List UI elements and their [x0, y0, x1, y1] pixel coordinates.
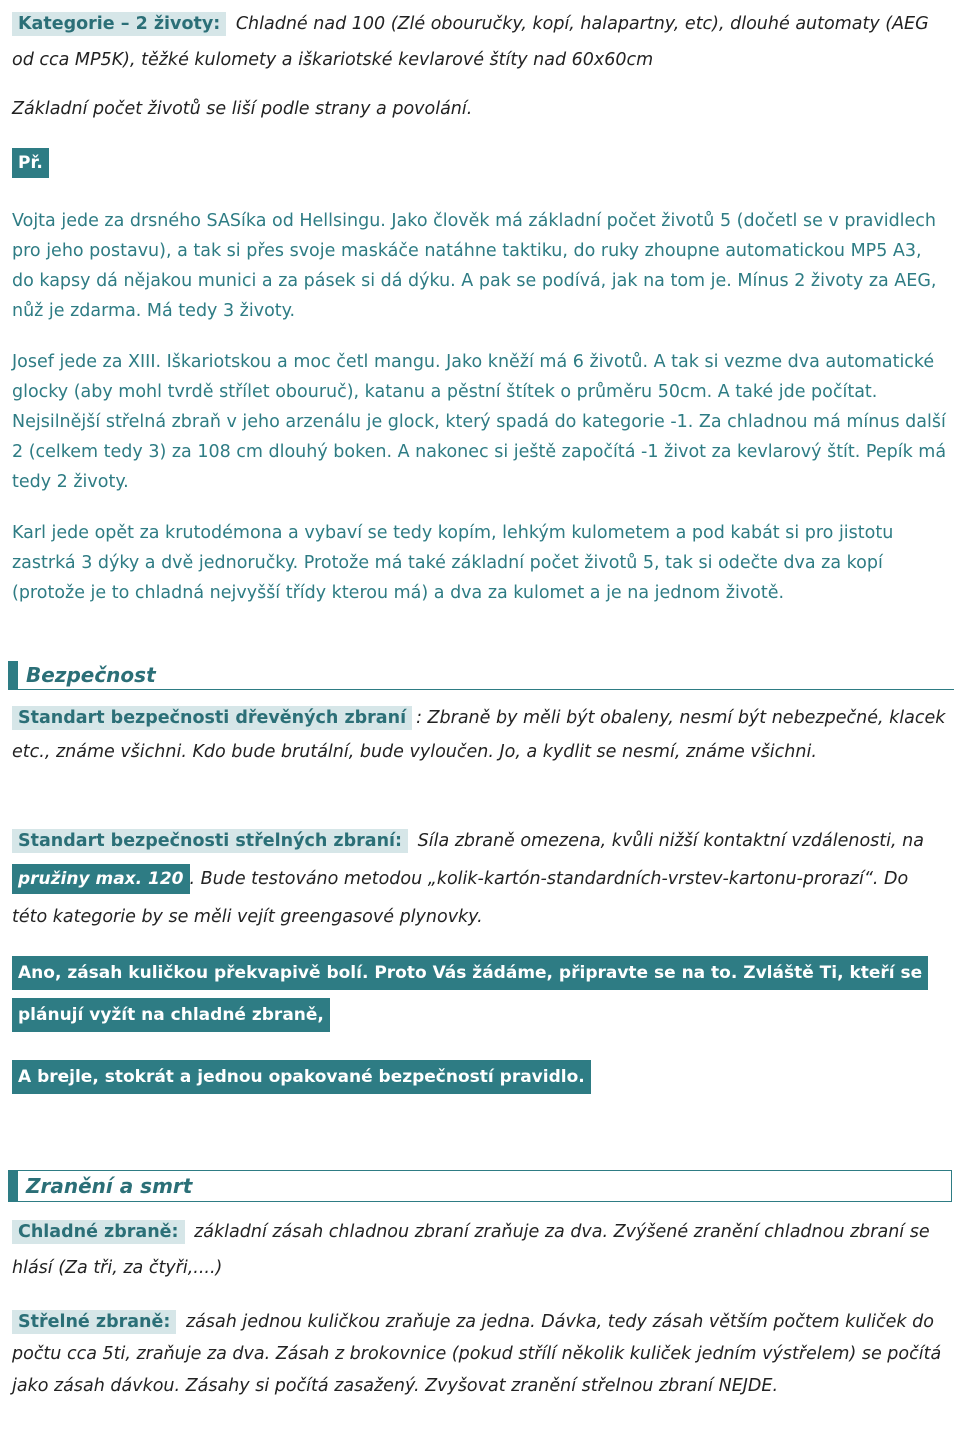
ranged-block: [12, 1306, 948, 1402]
safety-wood-block: [12, 701, 948, 769]
glasses-warning-block: [12, 1060, 948, 1094]
spring-limit-badge: pružiny max. 120: [12, 864, 190, 894]
safety-gun-label: Standart bezpečnosti střelných zbraní:: [12, 829, 408, 853]
example-3-block: [12, 518, 948, 608]
safety-gun-text-2: . Bude testováno metodou „kolik-kartón-standardních-vrstev-kartonu-prorazí“. Do této kategorie by se měli vejít greengasové plynovky.: [12, 869, 909, 927]
example-1-text: Vojta jede za drsného SASíka od Hellsingu. Jako člověk má základní počet životů 5 (dočetl se v pravidlech pro jeho postavu), a tak si přes svoje maskáče natáhne taktiku, do ruky zhoupne automatickou MP5 A3, do kapsy dá nějakou munici a za pásek si dá dýku. A pak se podívá, jak na tom je. Mínus 2 životy za AEG, nůž je zdarma. Má tedy 3 životy.: [12, 211, 937, 321]
example-label-block: [12, 148, 948, 178]
section-heading-injury: [8, 1170, 952, 1202]
base-lives-block: [12, 94, 948, 124]
section-title-injury: Zranění a smrt: [26, 1174, 193, 1198]
melee-label: Chladné zbraně:: [12, 1220, 185, 1244]
category-2-label: Kategorie – 2 životy:: [12, 12, 226, 36]
safety-wood-label: Standart bezpečnosti dřevěných zbraní: [12, 706, 412, 730]
warning-block: [12, 956, 948, 1032]
example-1-block: [12, 206, 948, 326]
example-3-text: Karl jede opět za krutodémona a vybaví se tedy kopím, lehkým kulometem a pod kabát si pro jistotu zastrká 3 dýky a dvě jednoručky. Protože má také základní počet životů 5, tak si odečte dva za kopí (protože je to chladná nejvyšší třídy kterou má) a dva za kulomet a je na jednom životě.: [12, 523, 894, 603]
example-label: Př.: [12, 148, 49, 178]
category-2-text: Chladné nad 100 (Zlé obouručky, kopí, halapartny, etc), dlouhé automaty (AEG od cca MP5K), těžké kulomety a iškariotské kevlarové štíty nad 60x60cm: [12, 14, 929, 70]
warning-line-2: plánují vyžít na chladné zbraně,: [12, 998, 330, 1032]
warning-line-1: Ano, zásah kuličkou překvapivě bolí. Proto Vás žádáme, připravte se na to. Zvláště Ti, kteří se: [12, 956, 928, 990]
example-2-text: Josef jede za XIII. Iškariotskou a moc četl mangu. Jako kněží má 6 životů. A tak si vezme dva automatické glocky (aby mohl tvrdě střílet obouruč), katanu a pěstní štítek o průměru 50cm. A také jde počítat. Nejsilnější střelná zbraň v jeho arzenálu je glock, který spadá do kategorie -1. Za chladnou má mínus další 2 (celkem tedy 3) za 108 cm dlouhý boken. A nakonec si ještě započítá -1 život za kevlarový štít. Pepík má tedy 2 životy.: [12, 352, 947, 492]
section-heading-safety: [8, 661, 954, 690]
melee-text: základní zásah chladnou zbraní zraňuje za dva. Zvýšené zranění chladnou zbraní se hlásí (Za tři, za čtyři,....): [12, 1222, 930, 1278]
safety-gun-text-1: Síla zbraně omezena, kvůli nižší kontaktní vzdálenosti, na: [417, 831, 924, 851]
ranged-text: zásah jednou kuličkou zraňuje za jedna. Dávka, tedy zásah větším počtem kuliček do počtu cca 5ti, zraňuje za dva. Zásah z brokovnice (pokud střílí několik kuliček jedním výstřelem) se počítá jako zásah dávkou. Zásahy si počítá zasažený. Zvyšovat zranění střelnou zbraní NEJDE.: [12, 1312, 942, 1396]
example-2-block: [12, 347, 948, 497]
category-2-block: [12, 6, 948, 78]
safety-wood-text: : Zbraně by měli být obaleny, nesmí být nebezpečné, klacek etc., známe všichni. Kdo bude brutální, bude vyloučen. Jo, a kydlit se nesmí, známe všichni.: [12, 708, 946, 762]
section-title-safety: Bezpečnost: [26, 663, 156, 687]
base-lives-text: Základní počet životů se liší podle strany a povolání.: [12, 99, 473, 119]
safety-gun-block: [12, 822, 948, 936]
melee-block: [12, 1214, 948, 1286]
glasses-warning: A brejle, stokrát a jednou opakované bezpečností pravidlo.: [12, 1060, 591, 1094]
ranged-label: Střelné zbraně:: [12, 1310, 176, 1334]
